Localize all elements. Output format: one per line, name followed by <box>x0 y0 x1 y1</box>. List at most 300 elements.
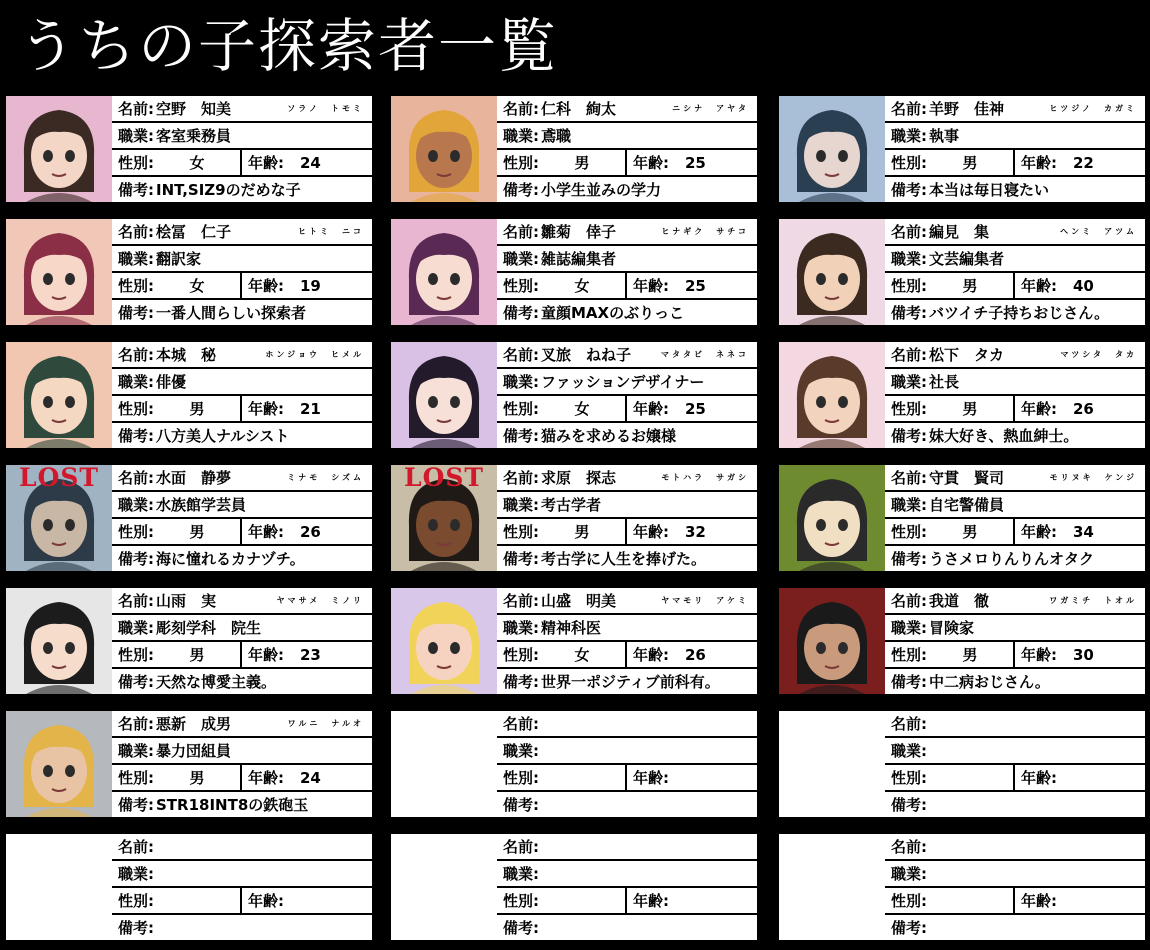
character-portrait <box>6 711 112 817</box>
age-value: 30 <box>1073 645 1094 664</box>
portrait-frame <box>6 96 112 202</box>
age-value: 26 <box>1073 399 1094 418</box>
age-label: 年齢: <box>633 892 669 910</box>
portrait-frame <box>391 834 497 940</box>
gender-cell <box>885 273 1015 298</box>
name-label: 名前: <box>118 223 154 241</box>
age-cell <box>242 273 372 298</box>
job-row <box>112 246 372 271</box>
age-value: 26 <box>300 522 321 541</box>
name-row <box>112 96 372 121</box>
note-value: うさメロりんりんオタク <box>929 550 1095 568</box>
name-reading: マツシタ タカ <box>1060 350 1137 359</box>
note-row <box>112 300 372 325</box>
name-label: 名前: <box>891 100 927 118</box>
job-value: 客室乗務員 <box>156 127 232 145</box>
name-label: 名前: <box>503 346 539 364</box>
age-cell <box>1015 888 1145 913</box>
character-portrait <box>779 96 885 202</box>
job-label: 職業: <box>118 373 154 391</box>
gender-age-row <box>112 273 372 298</box>
name-value: 仁科 絢太 <box>541 100 617 118</box>
character-card <box>391 465 757 571</box>
gender-age-row <box>497 273 757 298</box>
job-label: 職業: <box>891 250 927 268</box>
note-label: 備考: <box>118 427 154 445</box>
name-row <box>885 465 1145 490</box>
note-label: 備考: <box>891 673 927 691</box>
character-portrait <box>391 219 497 325</box>
name-row <box>885 834 1145 859</box>
name-reading: ホンジョウ ヒメル <box>265 350 364 359</box>
name-label: 名前: <box>503 100 539 118</box>
age-label: 年齢: <box>1021 769 1057 787</box>
character-info <box>112 834 372 940</box>
name-reading: ヒナギク サチコ <box>661 227 749 236</box>
note-row <box>497 792 757 817</box>
note-row <box>497 300 757 325</box>
character-card <box>391 219 757 325</box>
gender-age-row <box>497 765 757 790</box>
name-row <box>112 588 372 613</box>
job-value: 雑誌編集者 <box>541 250 617 268</box>
gender-age-row <box>497 642 757 667</box>
gender-cell <box>497 150 627 175</box>
gender-age-row <box>112 519 372 544</box>
note-label: 備考: <box>891 796 927 814</box>
gender-label: 性別: <box>891 400 927 418</box>
portrait-frame <box>391 342 497 448</box>
portrait-frame <box>6 219 112 325</box>
name-reading: ヤマサメ ミノリ <box>276 596 364 605</box>
name-row <box>112 465 372 490</box>
gender-cell <box>112 642 242 667</box>
age-value: 22 <box>1073 153 1094 172</box>
name-label: 名前: <box>891 469 927 487</box>
character-card <box>779 834 1145 940</box>
job-row <box>885 492 1145 517</box>
gender-cell <box>885 642 1015 667</box>
gender-label: 性別: <box>891 892 927 910</box>
name-label: 名前: <box>891 715 927 733</box>
character-card <box>6 588 372 694</box>
job-label: 職業: <box>503 865 539 883</box>
note-value: 海に憧れるカナヅチ。 <box>156 550 305 568</box>
note-row <box>885 546 1145 571</box>
gender-label: 性別: <box>503 892 539 910</box>
age-value: 26 <box>685 645 706 664</box>
gender-age-row <box>497 150 757 175</box>
gender-cell <box>885 150 1015 175</box>
job-value: 暴力団組員 <box>156 742 232 760</box>
name-label: 名前: <box>891 223 927 241</box>
portrait-frame <box>779 834 885 940</box>
name-value: 求原 探志 <box>541 469 617 487</box>
portrait-frame <box>391 219 497 325</box>
note-row <box>112 546 372 571</box>
character-card <box>391 96 757 202</box>
note-label: 備考: <box>118 919 154 937</box>
portrait-frame <box>6 834 112 940</box>
portrait-frame <box>391 588 497 694</box>
gender-label: 性別: <box>118 400 154 418</box>
note-row <box>497 915 757 940</box>
character-card <box>779 219 1145 325</box>
age-label: 年齢: <box>248 154 284 172</box>
name-reading: モトハラ サガシ <box>661 473 749 482</box>
gender-cell <box>885 765 1015 790</box>
note-row <box>885 423 1145 448</box>
character-portrait <box>6 96 112 202</box>
note-label: 備考: <box>891 427 927 445</box>
age-cell <box>627 273 757 298</box>
gender-age-row <box>885 888 1145 913</box>
name-reading: ヤマモリ アケミ <box>661 596 749 605</box>
character-portrait <box>6 588 112 694</box>
character-card <box>6 834 372 940</box>
character-info <box>885 96 1145 202</box>
name-row <box>497 342 757 367</box>
character-card <box>391 711 757 817</box>
name-label: 名前: <box>118 469 154 487</box>
character-info <box>497 96 757 202</box>
character-info <box>885 711 1145 817</box>
gender-value: 男 <box>189 400 205 418</box>
age-cell <box>627 888 757 913</box>
character-info <box>885 465 1145 571</box>
job-row <box>885 861 1145 886</box>
age-label: 年齢: <box>1021 892 1057 910</box>
character-info <box>497 588 757 694</box>
name-reading: ニシナ アヤタ <box>672 104 749 113</box>
name-reading: ミナモ シズム <box>287 473 364 482</box>
gender-label: 性別: <box>503 154 539 172</box>
note-value: 八方美人ナルシスト <box>156 427 290 445</box>
character-card <box>779 96 1145 202</box>
job-label: 職業: <box>118 742 154 760</box>
gender-age-row <box>885 642 1145 667</box>
gender-label: 性別: <box>118 154 154 172</box>
gender-cell <box>112 519 242 544</box>
age-cell <box>627 150 757 175</box>
name-value: 山雨 実 <box>156 592 217 610</box>
note-row <box>497 177 757 202</box>
character-card <box>6 219 372 325</box>
job-label: 職業: <box>503 127 539 145</box>
character-info <box>112 588 372 694</box>
note-value: 妹大好き、熱血紳士。 <box>929 427 1079 445</box>
job-value: 文芸編集者 <box>929 250 1005 268</box>
name-row <box>885 342 1145 367</box>
character-info <box>497 711 757 817</box>
note-row <box>497 423 757 448</box>
note-value: 童顔MAXのぶりっこ <box>541 304 685 322</box>
age-cell <box>1015 273 1145 298</box>
gender-cell <box>497 888 627 913</box>
note-value: 世界一ポジティブ前科有。 <box>541 673 720 691</box>
name-row <box>885 96 1145 121</box>
character-card <box>779 342 1145 448</box>
gender-label: 性別: <box>503 277 539 295</box>
name-label: 名前: <box>118 592 154 610</box>
lost-stamp: LOST <box>18 465 99 492</box>
note-row <box>112 669 372 694</box>
job-label: 職業: <box>891 865 927 883</box>
age-value: 25 <box>685 399 706 418</box>
name-row <box>112 342 372 367</box>
age-value: 23 <box>300 645 321 664</box>
gender-value: 女 <box>574 400 590 418</box>
gender-label: 性別: <box>503 523 539 541</box>
job-row <box>112 861 372 886</box>
age-cell <box>1015 519 1145 544</box>
age-cell <box>627 396 757 421</box>
character-info <box>112 219 372 325</box>
job-row <box>112 615 372 640</box>
age-cell <box>242 765 372 790</box>
gender-label: 性別: <box>891 277 927 295</box>
gender-label: 性別: <box>503 646 539 664</box>
job-label: 職業: <box>118 496 154 514</box>
gender-label: 性別: <box>503 769 539 787</box>
note-label: 備考: <box>891 304 927 322</box>
age-label: 年齢: <box>1021 523 1057 541</box>
gender-label: 性別: <box>118 523 154 541</box>
job-row <box>112 492 372 517</box>
job-label: 職業: <box>891 373 927 391</box>
job-label: 職業: <box>118 865 154 883</box>
age-label: 年齢: <box>1021 400 1057 418</box>
note-label: 備考: <box>118 304 154 322</box>
job-value: 俳優 <box>156 373 187 391</box>
character-card <box>391 342 757 448</box>
age-cell <box>242 396 372 421</box>
gender-value: 女 <box>189 154 205 172</box>
job-row <box>497 738 757 763</box>
character-info <box>112 711 372 817</box>
age-label: 年齢: <box>633 154 669 172</box>
job-label: 職業: <box>503 373 539 391</box>
name-label: 名前: <box>891 838 927 856</box>
gender-value: 男 <box>574 523 590 541</box>
portrait-frame <box>779 96 885 202</box>
job-label: 職業: <box>503 619 539 637</box>
job-row <box>885 738 1145 763</box>
gender-cell <box>112 888 242 913</box>
note-label: 備考: <box>891 550 927 568</box>
portrait-frame <box>391 96 497 202</box>
age-cell <box>1015 396 1145 421</box>
name-reading: ヒトミ ニコ <box>298 227 364 236</box>
gender-label: 性別: <box>503 400 539 418</box>
age-label: 年齢: <box>1021 154 1057 172</box>
character-card <box>6 711 372 817</box>
age-label: 年齢: <box>1021 646 1057 664</box>
job-value: 精神科医 <box>541 619 602 637</box>
gender-value: 男 <box>189 769 205 787</box>
name-reading: ヘンミ アツム <box>1060 227 1137 236</box>
note-value: バツイチ子持ちおじさん。 <box>929 304 1110 322</box>
name-label: 名前: <box>118 100 154 118</box>
job-value: 考古学者 <box>541 496 602 514</box>
age-value: 24 <box>300 768 321 787</box>
name-label: 名前: <box>503 592 539 610</box>
character-info <box>885 588 1145 694</box>
note-value: 猫みを求めるお嬢様 <box>541 427 677 445</box>
note-value: STR18INT8の鉄砲玉 <box>156 796 309 814</box>
note-row <box>885 300 1145 325</box>
job-row <box>112 738 372 763</box>
job-row <box>112 123 372 148</box>
character-info <box>112 342 372 448</box>
name-row <box>497 711 757 736</box>
character-portrait <box>6 219 112 325</box>
note-value: 小学生並みの学力 <box>541 181 662 199</box>
note-label: 備考: <box>503 673 539 691</box>
name-row <box>112 834 372 859</box>
gender-age-row <box>885 396 1145 421</box>
name-value: 羊野 佳神 <box>929 100 1005 118</box>
job-value: 翻訳家 <box>156 250 202 268</box>
name-label: 名前: <box>503 838 539 856</box>
portrait-frame <box>779 711 885 817</box>
age-cell <box>1015 642 1145 667</box>
note-value: INT,SIZ9のだめな子 <box>156 181 301 199</box>
age-cell <box>1015 765 1145 790</box>
gender-cell <box>885 396 1015 421</box>
age-cell <box>627 519 757 544</box>
character-card <box>779 465 1145 571</box>
gender-age-row <box>497 888 757 913</box>
gender-value: 男 <box>962 646 978 664</box>
job-label: 職業: <box>503 250 539 268</box>
gender-age-row <box>885 150 1145 175</box>
job-label: 職業: <box>891 496 927 514</box>
name-label: 名前: <box>118 715 154 733</box>
empty-portrait <box>779 711 885 817</box>
job-label: 職業: <box>118 250 154 268</box>
age-label: 年齢: <box>633 400 669 418</box>
job-row <box>497 246 757 271</box>
gender-age-row <box>497 396 757 421</box>
name-label: 名前: <box>891 346 927 364</box>
age-value: 32 <box>685 522 706 541</box>
character-info <box>885 834 1145 940</box>
gender-value: 男 <box>189 523 205 541</box>
note-row <box>112 423 372 448</box>
age-label: 年齢: <box>633 646 669 664</box>
portrait-frame <box>779 465 885 571</box>
name-value: 空野 知美 <box>156 100 232 118</box>
note-row <box>885 669 1145 694</box>
age-label: 年齢: <box>248 769 284 787</box>
gender-label: 性別: <box>891 646 927 664</box>
age-label: 年齢: <box>248 277 284 295</box>
age-cell <box>627 642 757 667</box>
age-value: 25 <box>685 153 706 172</box>
gender-cell <box>885 519 1015 544</box>
note-row <box>885 177 1145 202</box>
character-info <box>497 342 757 448</box>
age-label: 年齢: <box>1021 277 1057 295</box>
character-info <box>497 465 757 571</box>
gender-value: 男 <box>962 154 978 172</box>
name-label: 名前: <box>503 469 539 487</box>
character-portrait <box>779 219 885 325</box>
character-info <box>112 96 372 202</box>
job-label: 職業: <box>891 127 927 145</box>
age-cell <box>242 150 372 175</box>
name-reading: ソラノ トモミ <box>287 104 364 113</box>
name-reading: ヒツジノ カガミ <box>1049 104 1137 113</box>
gender-label: 性別: <box>118 646 154 664</box>
job-row <box>497 369 757 394</box>
job-row <box>497 861 757 886</box>
gender-value: 女 <box>574 646 590 664</box>
gender-cell <box>497 519 627 544</box>
portrait-frame <box>391 465 497 571</box>
name-value: 山盛 明美 <box>541 592 617 610</box>
name-row <box>112 219 372 244</box>
job-label: 職業: <box>118 127 154 145</box>
empty-portrait <box>6 834 112 940</box>
job-value: 冒険家 <box>929 619 975 637</box>
job-value: ファッションデザイナー <box>541 373 705 391</box>
name-label: 名前: <box>118 346 154 364</box>
name-label: 名前: <box>503 223 539 241</box>
gender-cell <box>497 642 627 667</box>
age-label: 年齢: <box>633 277 669 295</box>
name-value: 守貫 賢司 <box>929 469 1005 487</box>
name-row <box>497 834 757 859</box>
gender-cell <box>497 273 627 298</box>
gender-value: 女 <box>189 277 205 295</box>
note-label: 備考: <box>118 181 154 199</box>
job-row <box>885 246 1145 271</box>
gender-value: 男 <box>189 646 205 664</box>
name-reading: ワガミチ トオル <box>1049 596 1137 605</box>
age-value: 34 <box>1073 522 1094 541</box>
name-row <box>885 711 1145 736</box>
note-label: 備考: <box>891 919 927 937</box>
note-row <box>112 915 372 940</box>
note-row <box>497 546 757 571</box>
name-row <box>497 465 757 490</box>
age-cell <box>627 765 757 790</box>
name-row <box>885 219 1145 244</box>
gender-age-row <box>112 642 372 667</box>
character-portrait <box>391 342 497 448</box>
job-row <box>885 123 1145 148</box>
note-label: 備考: <box>118 796 154 814</box>
character-portrait <box>6 342 112 448</box>
name-label: 名前: <box>118 838 154 856</box>
gender-age-row <box>885 765 1145 790</box>
gender-value: 女 <box>574 277 590 295</box>
name-value: 水面 静夢 <box>156 469 232 487</box>
name-row <box>497 219 757 244</box>
job-label: 職業: <box>891 619 927 637</box>
gender-age-row <box>112 765 372 790</box>
note-label: 備考: <box>891 181 927 199</box>
name-value: 悪新 成男 <box>156 715 232 733</box>
gender-cell <box>497 765 627 790</box>
note-label: 備考: <box>503 181 539 199</box>
name-value: 我道 徹 <box>929 592 990 610</box>
note-label: 備考: <box>503 919 539 937</box>
age-value: 24 <box>300 153 321 172</box>
job-value: 彫刻学科 院生 <box>156 619 262 637</box>
